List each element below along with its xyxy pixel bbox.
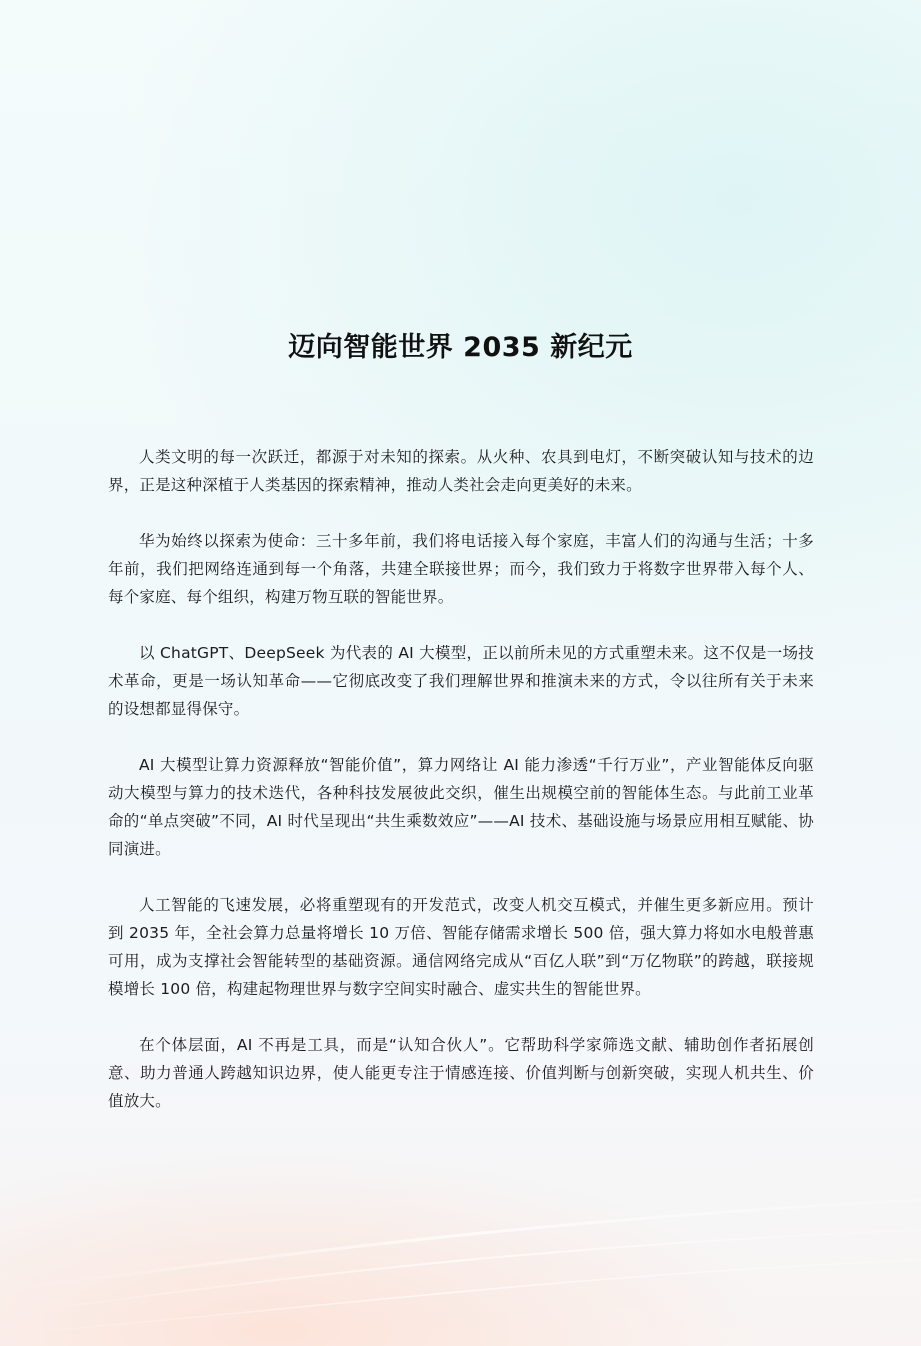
paragraph-6: 在个体层面，AI 不再是工具，而是“认知合伙人”。它帮助科学家筛选文献、辅助创作者拓展创意、助力普通人跨越知识边界，使人能更专注于情感连接、价值判断与创新突破，实现人机共生、价值放大。: [108, 1036, 814, 1110]
paragraph-5: 人工智能的飞速发展，必将重塑现有的开发范式，改变人机交互模式，并催生更多新应用。预计到 2035 年，全社会算力总量将增长 10 万倍、智能存储需求增长 500 倍，强大算力将如水电般普惠可用，成为支撑社会智能转型的基础资源。通信网络完成从“百亿人联”到“万亿物联”的跨越，联接规模增长 100 倍，构建起物理世界与数字空间实时融合、虚实共生的智能世界。: [108, 896, 814, 998]
paragraph-3: 以 ChatGPT、DeepSeek 为代表的 AI 大模型，正以前所未见的方式重塑未来。这不仅是一场技术革命，更是一场认知革命——它彻底改变了我们理解世界和推演未来的方式，令以往所有关于未来的设想都显得保守。: [108, 644, 814, 718]
article-body: [108, 443, 814, 1143]
paragraph-2: 华为始终以探索为使命：三十多年前，我们将电话接入每个家庭，丰富人们的沟通与生活；十多年前，我们把网络连通到每一个角落，共建全联接世界；而今，我们致力于将数字世界带入每个人、每个家庭、每个组织，构建万物互联的智能世界。: [108, 532, 814, 606]
paragraph-1: 人类文明的每一次跃迁，都源于对未知的探索。从火种、农具到电灯，不断突破认知与技术的边界，正是这种深植于人类基因的探索精神，推动人类社会走向更美好的未来。: [108, 448, 814, 494]
page-title: 迈向智能世界 2035 新纪元: [288, 332, 633, 363]
paragraph-4: AI 大模型让算力资源释放“智能价值”，算力网络让 AI 能力渗透“千行万业”，产业智能体反向驱动大模型与算力的技术迭代，各种科技发展彼此交织，催生出规模空前的智能体生态。与此前工业革命的“单点突破”不同，AI 时代呈现出“共生乘数效应”——AI 技术、基础设施与场景应用相互赋能、协同演进。: [108, 756, 814, 858]
